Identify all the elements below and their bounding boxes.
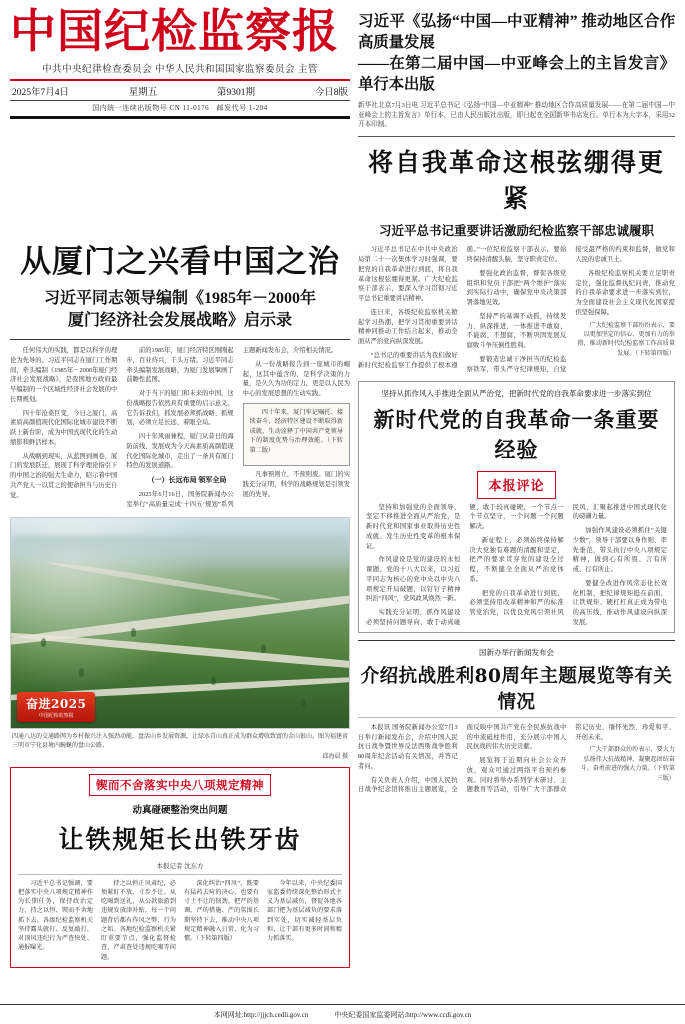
paragraph: 任何伟大的实践，都是以科学的理论为先导的。习近平同志在厦门工作期间，牵头编制《1985年－2000年厦门经济社会发展战略》，是我国地方政府最早编制的一个区域性经济社会发展的中长期规划。 bbox=[10, 347, 118, 403]
red-article-subhead: 动真碰硬整治突出问题 bbox=[132, 805, 228, 816]
lead-headline-line1: 习近平《弘扬“中国—中亚精神” 推动地区合作高质量发展 bbox=[358, 13, 675, 51]
feature-subtitle-line1: 习近平同志领导编制《1985年－2000年 bbox=[43, 290, 316, 307]
commentary-badge bbox=[477, 471, 555, 499]
red-article-body bbox=[18, 880, 342, 963]
issue-date: 2025年7月4日 bbox=[12, 87, 70, 98]
tree-icon bbox=[131, 628, 136, 637]
tree-icon bbox=[301, 698, 306, 707]
left-column bbox=[10, 245, 350, 967]
secondary-headline: 将自我革命这根弦绷得更紧 bbox=[367, 148, 665, 214]
road-path bbox=[10, 583, 350, 655]
campaign-kicker: 锲而不舍落实中央八项规定精神 bbox=[89, 774, 271, 796]
continuation-note: 广大纪检监察干部纷纷表示，要以更加坚定的信心、更加有力的举措，推动新时代纪检监察工作高质量发展。（下转第四版） bbox=[577, 322, 675, 357]
paragraph: 习近平总书记在中共中央政治局第二十一次集体学习时强调，要把党的自我革命进行到底，将自我革命这根弦绷得更紧。广大纪检监察干部表示，要深入学习贯彻习近平总书记重要讲话精神。 bbox=[358, 246, 458, 303]
paragraph: 深化纠治“四风”，既要有猛药去疴的决心，也要有寸土不让的韧劲。把严的基调、严的措施、严的氛围长期坚持下去，推动中央八项规定精神融入日常、化为习惯。（下转第四版） bbox=[184, 880, 259, 943]
issue-number: 第9301期 bbox=[216, 87, 255, 98]
paragraph: 今年以来，中央纪委国家监委持续深化整治形式主义为基层减负，督促各地各部门把为基层减负的要求落到实处，切实减轻基层负担，让干部有更多时间和精力抓落实。 bbox=[267, 880, 342, 943]
masthead-right bbox=[358, 8, 675, 239]
campaign-badge-label: 奋进2025 bbox=[26, 696, 87, 711]
paragraph: 实践充分证明，抓作风建设必须坚持问题导向，敢于动真碰硬，敢于较真碰硬，一个节点一个节点坚守，一个问题一个问题解决。 bbox=[366, 503, 564, 626]
paragraph: 展览将于近期向社会公众开放，观众可通过网络平台预约参观。同时将举办系列学术研讨、主题教育等活动，引导广大干部群众铭记历史、缅怀先烈、珍爱和平、开创未来。 bbox=[466, 723, 675, 794]
feature-title: 从厦门之兴看中国之治 bbox=[20, 244, 340, 281]
feature-subtitle bbox=[10, 288, 350, 331]
paragraph: 连日来，各级纪检监察机关掀起学习热潮，把学习贯彻重要讲话精神同推动工作结合起来，推动全面从严治党向纵深发展。 bbox=[358, 308, 458, 346]
continuation-note: 广大干部群众纷纷表示，要大力弘扬伟大抗战精神，凝聚起团结奋斗、奋勇前进的强大力量。（下转第三版） bbox=[580, 747, 675, 782]
red-kicker-wrap bbox=[18, 774, 342, 796]
ridge-haze bbox=[11, 536, 349, 576]
photo-caption: 四通八达的交通路网为乡村振兴注入强劲动能，盘活山乡发展资源，让绿水青山真正成为群众增收致富的金山银山。图为福建省三明市宁化县境内蜿蜒的盘山公路。 bbox=[12, 733, 349, 749]
lead-headline-line2: ——在第二届中国—中亚峰会上的主旨发言》单行本出版 bbox=[358, 54, 675, 93]
road-path bbox=[10, 627, 350, 679]
masthead-left bbox=[10, 4, 350, 125]
issue-weekday: 星期五 bbox=[128, 87, 158, 98]
press-conference-article bbox=[358, 640, 675, 796]
press-kicker: 国新办举行新闻发布会 bbox=[479, 647, 554, 657]
paragraph: “总书记的重要讲话为我们做好新时代纪检监察工作提供了根本遵循。”一位纪检监察干部表示，要始终保持清醒头脑，坚守职责定位。 bbox=[358, 246, 567, 369]
red-bordered-article bbox=[10, 767, 350, 968]
paragraph: 要健全改进作风常态化长效化机制，把纪律规矩挺在前面，让铁规矩、硬杠杠真正成为带电的高压线，推动作风建设向纵深发展。 bbox=[572, 579, 667, 626]
page-footer bbox=[0, 1004, 685, 1024]
tree-icon bbox=[261, 644, 266, 653]
paper-title: 中国纪检监察报 bbox=[10, 4, 339, 58]
paragraph: 四十年来，厦门牢记嘱托、接续奋斗，经济特区建设不断取得新成就，生动诠释了中国共产党领导下的制度优势与治理效能。（下转第二版） bbox=[249, 409, 343, 454]
tree-icon bbox=[41, 638, 46, 647]
paragraph: 本报讯 国务院新闻办公室7月3日举行新闻发布会，介绍中国人民抗日战争暨世界反法西斯战争胜利80周年纪念活动有关情况，并答记者问。 bbox=[358, 723, 458, 770]
paragraph: 坚持严的基调不动摇，持续发力、纵深推进，一体推进不敢腐、不能腐、不想腐，不断巩固发展反腐败斗争压倒性胜利。 bbox=[466, 312, 567, 350]
commentary-badge-label: 本报评论 bbox=[488, 477, 545, 493]
paragraph: 新征程上，必须始终保持解决大党独有难题的清醒和坚定，把严的要求贯穿党的建设全过程，不断健全全面从严治党体系。 bbox=[469, 536, 564, 583]
press-body bbox=[358, 723, 675, 795]
feature-body-top bbox=[10, 346, 350, 509]
feature-subtitle-line2: 厦门经济社会发展战略》启示录 bbox=[67, 311, 292, 329]
photo-credit: 邱海晨 摄 bbox=[322, 753, 348, 760]
paper-sponsor: 中共中央纪律检查委员会 中华人民共和国国家监察委员会 主管 bbox=[42, 64, 318, 75]
secondary-article-body bbox=[358, 245, 675, 374]
issn-line: 国内统一连续出版物号 CN 11-0176 邮发代号 1-204 bbox=[92, 103, 268, 112]
commentary-body bbox=[366, 503, 667, 628]
lead-article-headline bbox=[358, 12, 675, 96]
footer-org-site[interactable]: 中央纪委国家监委网站:http://www.ccdi.gov.cn bbox=[334, 1010, 472, 1019]
secondary-subheadline: 习近平总书记重要讲话激励纪检监察干部忠诚履职 bbox=[378, 224, 654, 239]
paragraph: 习近平总书记强调，要把落实中央八项规定精神作为长期任务，保持政治定力，持之以恒、锲而不舍地抓下去。各级纪检监察机关坚持露头就打、反复敲打，对顶风违纪行为严查快处、通报曝光。 bbox=[18, 880, 93, 952]
paragraph: 各级纪检监察机关要立足职责定位，强化监督执纪问责，推动党的自我革命要求进一步落实到位，为全面建设社会主义现代化国家提供坚强保障。 bbox=[575, 269, 675, 316]
article-divider bbox=[358, 640, 675, 641]
masthead-black-rule bbox=[10, 116, 350, 119]
issue-row bbox=[10, 81, 350, 100]
paragraph: 2025年6月16日，国务院新闻办公室举行“高质量完成‘十四五’规划”系列主题新闻发布会，介绍相关情况。 bbox=[126, 347, 338, 508]
paragraph: 作风建设是党的建设的永恒课题。党的十八大以来，以习近平同志为核心的党中央以中央八项规定开局破题，以钉钉子精神纠治“四风”，党风政风焕然一新。 bbox=[366, 556, 461, 603]
paragraph: 四十年风雨兼程，厦门从昔日的海防前线，发展成为今天高素质高颜值现代化国际化城市，走出了一条具有厦门特色的发展道路。 bbox=[126, 433, 234, 470]
press-title: 介绍抗战胜利80周年主题展览等有关情况 bbox=[360, 665, 673, 713]
commentary-label-wrap bbox=[366, 464, 667, 503]
section-subhead: （一）长远布局 领军全局 bbox=[147, 476, 227, 485]
press-divider bbox=[358, 717, 675, 718]
paragraph: 四十年沧桑巨变，今日之厦门，高素质高颜值现代化国际化城市建设不断跃上新台阶，成为中国式现代化的生动缩影和鲜活样本。 bbox=[10, 409, 118, 446]
masthead-divider bbox=[358, 136, 675, 137]
paragraph: 要锻造忠诚干净担当的纪检监察铁军，带头严守纪律规矩，自觉接受最严格的约束和监督，做党和人民的忠诚卫士。 bbox=[466, 246, 675, 373]
masthead bbox=[10, 4, 675, 239]
commentary-kicker: 坚持从抓作风入手推进全面从严治党，把新时代党的自我革命要求进一步落实到位 bbox=[381, 389, 652, 399]
paragraph: 有关负责人介绍，中国人民抗日战争纪念馆将推出主题展览，全面反映中国共产党在全民族抗战中的中流砥柱作用，充分展示中国人民抗战的伟大历史贡献。 bbox=[358, 723, 567, 794]
footer-website[interactable]: 本网网址:http://jjjch.cedli.gov.cn bbox=[213, 1010, 309, 1019]
paragraph: 要强化政治监督，督促各级党组织和党员干部把“两个维护”落实到实际行动中，确保党中央决策部署落地见效。 bbox=[466, 269, 567, 307]
commentary-article bbox=[358, 381, 675, 632]
issue-pages: 今日8版 bbox=[314, 87, 348, 98]
right-column bbox=[358, 245, 675, 967]
photo-block bbox=[10, 517, 350, 760]
page-content bbox=[10, 245, 675, 967]
paragraph: 前的1985年，厦门经济特区刚刚起步，百业待兴，千头万绪。习近平同志牵头编制发展战略，为厦门发展擘画了前瞻性蓝图。 bbox=[126, 347, 234, 384]
mountain-road-photo bbox=[10, 517, 350, 729]
feature-divider bbox=[10, 339, 350, 340]
campaign-badge-sub: 中国纪检监察报 bbox=[38, 712, 74, 719]
paragraph: 从一份战略报告到一座城市的崛起，这其中蕴含的，是科学决策的力量，是久久为功的定力，更是以人民为中心的发展思想的生动实践。 bbox=[242, 360, 350, 398]
highlight-box bbox=[243, 403, 350, 466]
paragraph: 从战略到现实，从蓝图到画卷，厦门的发展跃迁，展现了科学理论指引下的中国之治的强大生命力，昭示着中国共产党人一以贯之的使命担当与历史自觉。 bbox=[10, 452, 118, 499]
red-article-byline: 本报记者 沈东方 bbox=[156, 862, 204, 870]
paragraph: 坚持和加强党的全面领导，坚定不移推进全面从严治党，是新时代党和国家事业取得历史性成就、发生历史性变革的根本保证。 bbox=[366, 503, 461, 550]
paragraph: 凡事预则立，不预则废。厦门的实践充分证明，科学的战略规划是引领发展的先导。 bbox=[242, 471, 350, 498]
paragraph: 对于当下的厦门和未来的中国，这份战略报告依然具有重要的启示意义。它告诉我们，抓发展必须抓战略、抓规划，必须立足长远、着眼全局。 bbox=[126, 390, 234, 427]
tree-icon bbox=[211, 676, 216, 685]
tree-icon bbox=[79, 668, 84, 677]
lead-article-body: 新华社北京7月3日电 习近平总书记《弘扬“中国—中亚精神” 推动地区合作高质量发展——在第二届中国—中亚峰会上的主旨发言》单行本，已由人民出版社出版，即日起在全国新华书店发行。单行本为大字本，采用32开本印制。 bbox=[358, 101, 675, 129]
red-article-divider bbox=[18, 874, 342, 875]
paragraph: 持之以恒正风肃纪，必须紧盯不放、寸步不让。从吃喝到送礼，从公款旅游到违规发放津补贴，每一个问题背后都有作风之弊、行为之垢。各地纪检监察机关紧盯重要节点，强化监督检查，严肃查处违规吃喝等问题。 bbox=[101, 880, 176, 961]
paragraph: 把党的自我革命进行到底，必须坚持用改革精神和严的标准管党治党，以优良党风引领社风民风，汇聚起推进中国式现代化的磅礴力量。 bbox=[469, 503, 667, 617]
campaign-badge bbox=[17, 692, 95, 722]
paragraph: 加强作风建设必须抓住“关键少数”，领导干部要以身作则、率先垂范，带头执行中央八项规定精神，做到心有所畏、言有所戒、行有所止。 bbox=[572, 527, 667, 574]
commentary-title: 新时代党的自我革命一条重要经验 bbox=[373, 406, 660, 462]
red-article-title: 让铁规矩长出铁牙齿 bbox=[58, 824, 302, 854]
